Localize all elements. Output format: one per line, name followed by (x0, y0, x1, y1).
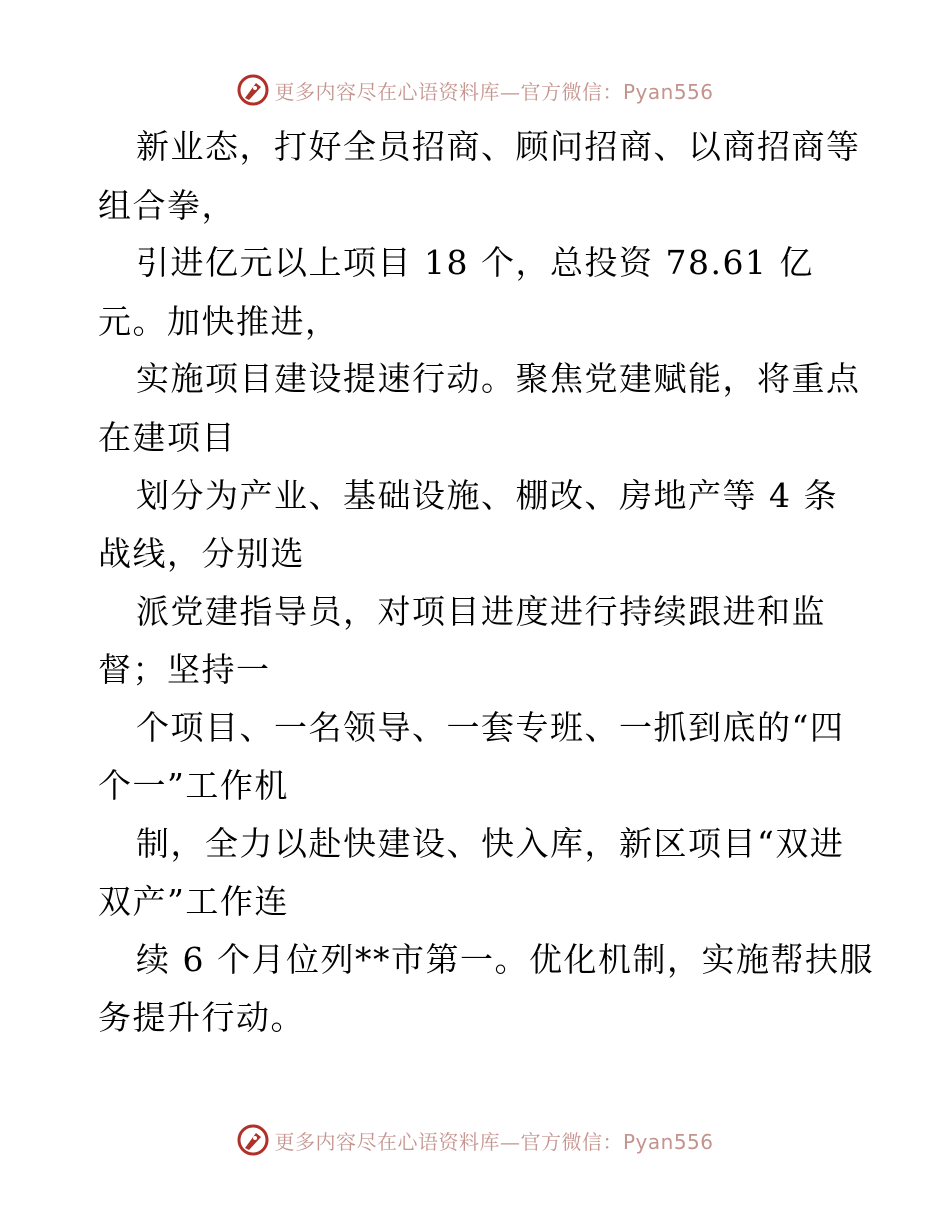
pen-nib-logo-icon (236, 1123, 270, 1157)
footer-wechat-id: Pyan556 (622, 1129, 714, 1154)
footer-banner-text: 更多内容尽在心语资料库—官方微信：Pyan556 (274, 1129, 714, 1154)
footer-banner (0, 1120, 950, 1160)
body-line: 务提升行动。 (98, 998, 305, 1037)
body-line: 战线，分别选 (98, 534, 305, 573)
body-line: 新业态，打好全员招商、顾问招商、以商招商等 (136, 127, 861, 166)
body-line: 制，全力以赴快建设、快入库，新区项目“双进 (136, 824, 845, 863)
header-banner (0, 70, 950, 110)
body-line: 续 6 个月位列**市第一。优化机制，实施帮扶服 (136, 940, 874, 979)
body-line: 双产”工作连 (98, 882, 289, 921)
body-line: 引进亿元以上项目 18 个，总投资 78.61 亿 (136, 243, 814, 282)
body-line: 元。加快推进， (98, 302, 340, 341)
body-line: 派党建指导员，对项目进度进行持续跟进和监 (136, 592, 826, 631)
header-wechat-id: Pyan556 (622, 79, 714, 104)
body-line: 组合拳， (98, 186, 236, 225)
body-line: 个项目、一名领导、一套专班、一抓到底的“四 (136, 708, 845, 747)
body-line: 实施项目建设提速行动。聚焦党建赋能，将重点 (136, 359, 861, 398)
body-line: 督；坚持一 (98, 650, 271, 689)
body-line: 划分为产业、基础设施、棚改、房地产等 4 条 (136, 476, 838, 515)
header-banner-text: 更多内容尽在心语资料库—官方微信：Pyan556 (274, 79, 714, 104)
pen-nib-logo-icon (236, 73, 270, 107)
body-line: 个一”工作机 (98, 766, 289, 805)
body-line: 在建项目 (98, 418, 236, 457)
